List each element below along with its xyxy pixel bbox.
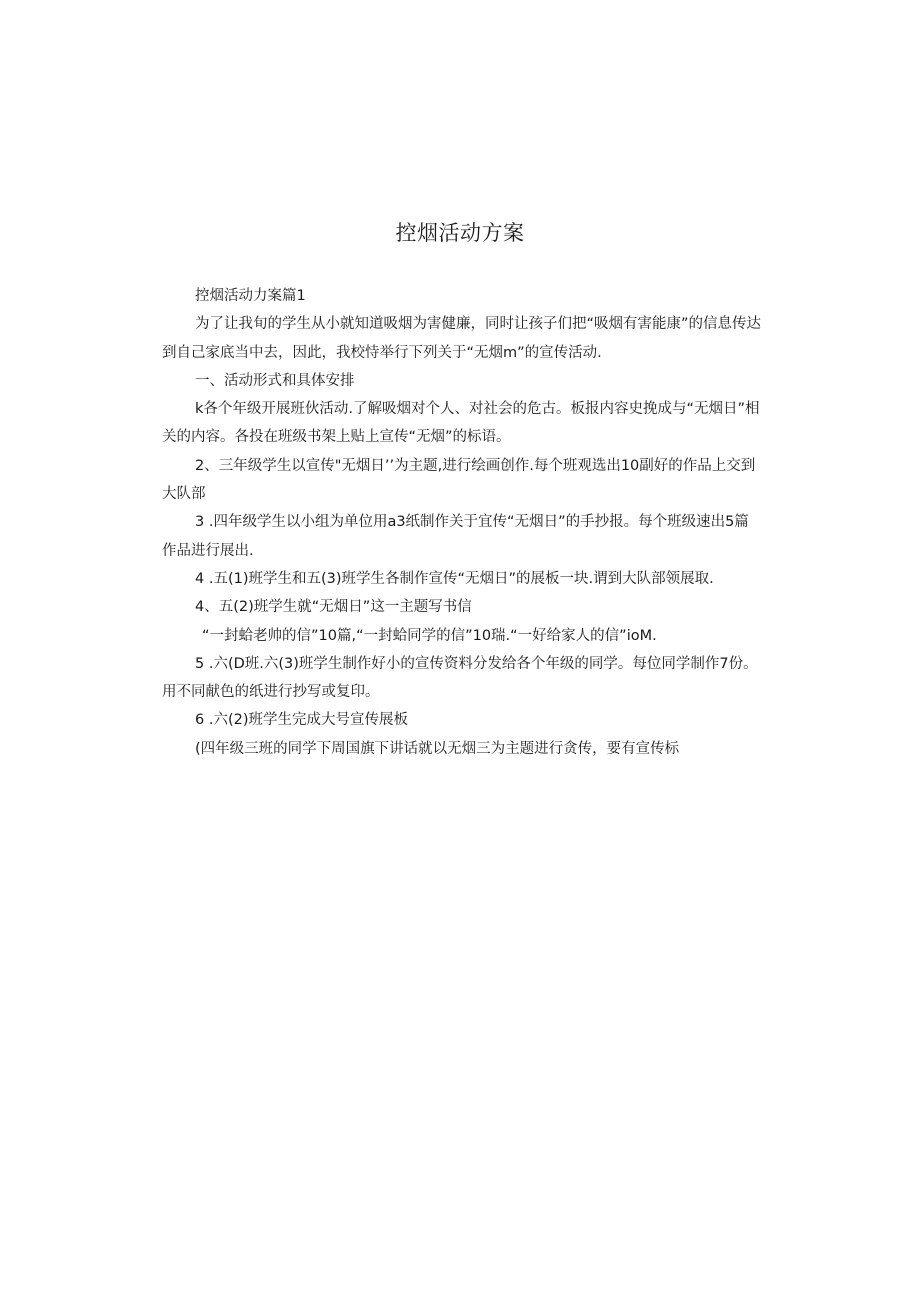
list-item-3: 3 .四年级学生以小组为单位用a3纸制作关于宜传“无烟日”的手抄报。每个班级速出5篇作品进行展出. xyxy=(162,514,749,559)
intro-paragraph: 为了让我旬的学生从小就知道吸烟为害健廉，同时让孩子们把“吸烟有害能康”的信息传达到自己家底当中去，因此，我校恃举行下列关于“无烟m”的宣传活动. xyxy=(162,316,762,361)
list-item-1: k各个年级开展班伙活动.了解吸烟对个人、对社会的危古。板报内容史挽成与“无烟日”相关的内容。各投在班级书架上贴上宣传“无烟”的标语。 xyxy=(162,401,760,446)
list-item-4a: 4 .五(1)班学生和五(3)班学生各制作宣传“无烟日”的展板一块.谓到大队部领展取. xyxy=(195,570,714,587)
list-item-6: 6 .六(2)班学生完成大号宣传展板 xyxy=(195,712,408,729)
section-heading: 控烟活动力案篇1 xyxy=(195,288,306,304)
closing-paragraph: (四年级三班的同学下周国旗下讲话就以无烟三为主题进行贪传，要有宣传标 xyxy=(195,740,680,757)
document-body xyxy=(162,282,762,763)
letters-line: “一封蛤老帅的信”10篇,“一封蛤同学的信”10瑞.“一好给家人的信”ioM. xyxy=(202,627,657,644)
list-item-5: 5 .六(D班.六(3)班学生制作好小的宣传资料分发给各个年级的同学。每位同学制作7份。用不同献色的纸进行抄写或复印。 xyxy=(162,655,758,701)
subsection-heading: 一、活动形式和具体安排 xyxy=(195,372,355,389)
list-item-2: 2、三年级学生以宣传"无烟日’’为主题,进行绘画创作.每个班观选出10副好的作品上交到大队部 xyxy=(162,457,756,503)
document-title: 控烟活动方案 xyxy=(395,221,525,245)
list-item-4b: 4、五(2)班学生就“无烟日”这一主题写书信 xyxy=(195,599,472,616)
